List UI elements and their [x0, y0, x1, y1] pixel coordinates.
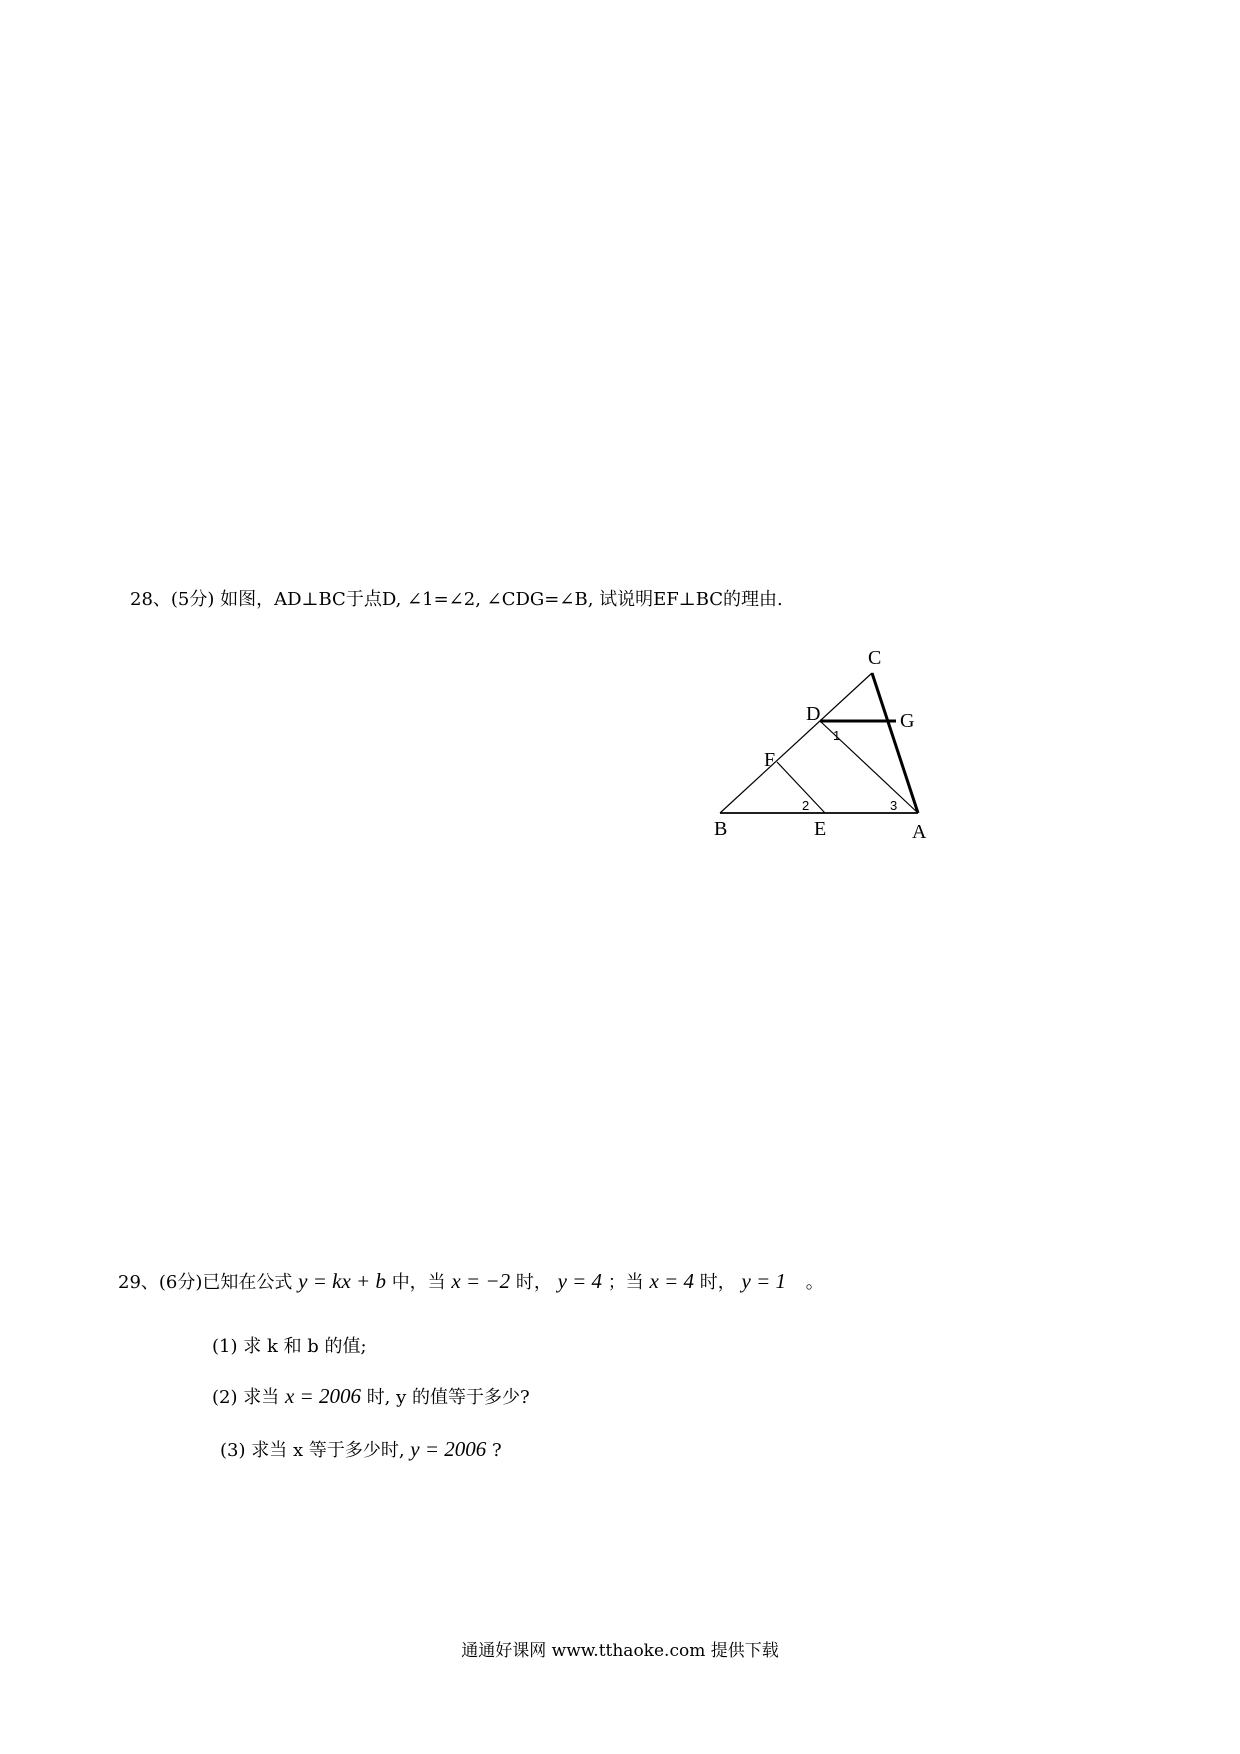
point-b-label: B	[714, 818, 728, 840]
q29-mid3: ；当	[607, 1272, 644, 1293]
question-29	[118, 1268, 824, 1294]
q29-mid2: 时，	[515, 1272, 552, 1293]
point-g-label: G	[900, 710, 915, 732]
page-footer	[0, 1636, 1240, 1661]
q29-cond1: x = −2	[451, 1269, 511, 1293]
sub-question-1	[212, 1332, 367, 1358]
q29-formula: y = kx + b	[298, 1269, 386, 1293]
q29-prefix: 29、(6分)已知在公式	[118, 1272, 293, 1293]
segment-bc	[720, 673, 872, 813]
q29-cond2: x = 4	[649, 1269, 695, 1293]
sub3-prefix: (3) 求当 x 等于多少时,	[220, 1440, 405, 1461]
question-28	[130, 585, 783, 611]
point-d-label: D	[806, 703, 821, 725]
sub-question-2	[212, 1383, 530, 1409]
triangle-figure	[700, 640, 940, 840]
q29-mid1: 中，当	[391, 1272, 446, 1293]
footer-text: 通通好课网 www.tthaoke.com 提供下载	[461, 1641, 779, 1661]
q29-val2: y = 1	[741, 1269, 786, 1293]
angle-1-label: 1	[833, 728, 841, 743]
point-a-label: A	[912, 821, 927, 840]
q29-mid4: 时，	[699, 1272, 736, 1293]
sub2-suffix: 时, y 的值等于多少?	[366, 1387, 530, 1408]
sub1-text: (1) 求 k 和 b 的值;	[212, 1336, 367, 1357]
sub2-cond: x = 2006	[284, 1384, 361, 1408]
sub3-suffix: ?	[492, 1440, 502, 1461]
sub2-prefix: (2) 求当	[212, 1387, 280, 1408]
angle-2-label: 2	[802, 798, 810, 813]
point-c-label: C	[868, 647, 882, 669]
sub-question-3	[220, 1436, 502, 1462]
sub3-cond: y = 2006	[410, 1437, 487, 1461]
q29-suffix: 。	[805, 1272, 824, 1293]
angle-3-label: 3	[890, 798, 898, 813]
point-f-label: F	[764, 749, 776, 771]
question-28-text: 28、(5分) 如图，AD⊥BC于点D, ∠1=∠2, ∠CDG=∠B, 试说明EF⊥BC的理由.	[130, 589, 783, 610]
q29-val1: y = 4	[557, 1269, 603, 1293]
segment-fe	[777, 762, 825, 813]
point-e-label: E	[814, 818, 827, 840]
